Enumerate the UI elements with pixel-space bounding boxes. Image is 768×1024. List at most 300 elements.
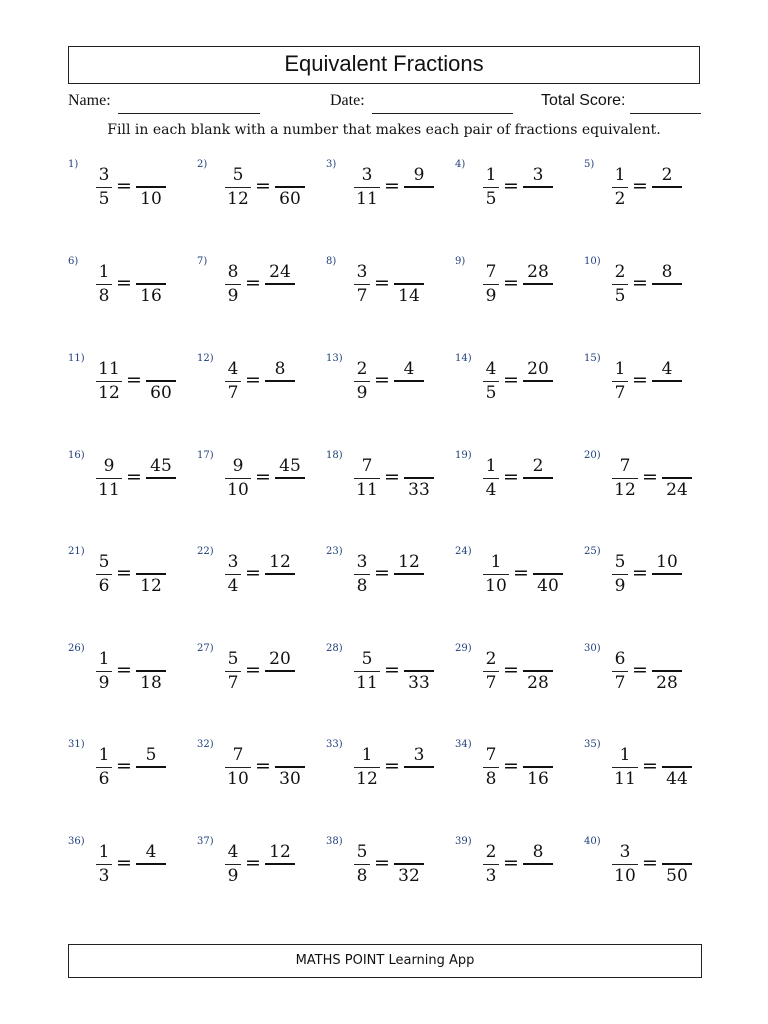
answer-denominator[interactable] <box>523 479 553 501</box>
given-fraction <box>612 455 638 501</box>
denominator: 10 <box>485 576 507 596</box>
numerator: 1 <box>619 745 631 765</box>
date-label: Date: <box>330 92 365 109</box>
answer-numerator[interactable]: 12 <box>398 552 420 572</box>
title-box <box>68 46 700 84</box>
answer-fraction <box>265 261 295 307</box>
answer-numerator[interactable]: 8 <box>274 359 286 379</box>
given-fraction <box>225 261 241 307</box>
numerator: 1 <box>98 842 110 862</box>
answer-fraction <box>265 648 295 694</box>
denominator: 9 <box>227 286 239 306</box>
name-label: Name: <box>68 92 111 109</box>
denominator: 7 <box>614 383 626 403</box>
answer-denominator[interactable] <box>265 865 295 887</box>
denominator: 7 <box>485 673 497 693</box>
answer-denominator[interactable]: 30 <box>279 769 301 789</box>
answer-denominator[interactable]: 12 <box>140 576 162 596</box>
problem-number: 12) <box>197 353 214 364</box>
equals-sign: = <box>116 852 132 874</box>
denominator: 2 <box>614 189 626 209</box>
answer-denominator[interactable] <box>523 382 553 404</box>
given-fraction <box>612 164 628 210</box>
answer-numerator[interactable]: 12 <box>269 552 291 572</box>
equals-sign: = <box>374 272 390 294</box>
equals-sign: = <box>632 369 648 391</box>
numerator: 1 <box>98 262 110 282</box>
answer-fraction <box>652 261 682 307</box>
answer-denominator[interactable] <box>136 768 166 790</box>
denominator: 5 <box>485 189 497 209</box>
denominator: 3 <box>485 866 497 886</box>
problem-number: 22) <box>197 546 214 557</box>
denominator: 11 <box>356 189 378 209</box>
answer-numerator[interactable]: 12 <box>269 842 291 862</box>
numerator: 5 <box>614 552 626 572</box>
answer-denominator[interactable] <box>652 382 682 404</box>
problem-number: 5) <box>584 159 595 170</box>
answer-numerator[interactable]: 2 <box>661 165 673 185</box>
numerator: 1 <box>98 745 110 765</box>
problem-number: 15) <box>584 353 601 364</box>
answer-numerator[interactable]: 20 <box>527 359 549 379</box>
problem-number: 36) <box>68 836 85 847</box>
given-fraction <box>483 455 499 501</box>
given-fraction <box>96 455 122 501</box>
denominator: 5 <box>614 286 626 306</box>
answer-denominator[interactable] <box>265 575 295 597</box>
equals-sign: = <box>503 175 519 197</box>
problem-number: 14) <box>455 353 472 364</box>
problem-number: 28) <box>326 643 343 654</box>
equals-sign: = <box>632 562 648 584</box>
denominator: 9 <box>614 576 626 596</box>
answer-numerator[interactable] <box>662 455 692 477</box>
numerator: 1 <box>485 456 497 476</box>
answer-denominator[interactable]: 10 <box>140 189 162 209</box>
numerator: 3 <box>227 552 239 572</box>
equals-sign: = <box>642 466 658 488</box>
answer-denominator[interactable] <box>652 575 682 597</box>
equals-sign: = <box>384 659 400 681</box>
given-fraction <box>225 648 241 694</box>
answer-fraction <box>404 648 434 694</box>
problem-number: 38) <box>326 836 343 847</box>
answer-numerator[interactable] <box>533 551 563 573</box>
denominator: 4 <box>485 480 497 500</box>
answer-denominator[interactable] <box>146 479 176 501</box>
answer-denominator[interactable]: 16 <box>527 769 549 789</box>
problem-number: 32) <box>197 739 214 750</box>
given-fraction <box>354 358 370 404</box>
numerator: 1 <box>485 165 497 185</box>
denominator: 10 <box>227 769 249 789</box>
problem-number: 29) <box>455 643 472 654</box>
answer-numerator[interactable]: 45 <box>150 456 172 476</box>
answer-numerator[interactable]: 24 <box>269 262 291 282</box>
equals-sign: = <box>632 659 648 681</box>
answer-fraction <box>146 455 176 501</box>
numerator: 5 <box>356 842 368 862</box>
answer-denominator[interactable]: 24 <box>666 480 688 500</box>
answer-denominator[interactable]: 60 <box>150 383 172 403</box>
problem-number: 25) <box>584 546 601 557</box>
equals-sign: = <box>116 562 132 584</box>
answer-numerator[interactable]: 5 <box>145 745 157 765</box>
answer-denominator[interactable]: 33 <box>408 480 430 500</box>
answer-numerator[interactable]: 10 <box>656 552 678 572</box>
problem-number: 35) <box>584 739 601 750</box>
answer-numerator[interactable]: 8 <box>532 842 544 862</box>
answer-fraction <box>146 358 176 404</box>
answer-fraction <box>523 841 553 887</box>
answer-numerator[interactable] <box>136 648 166 670</box>
numerator: 7 <box>232 745 244 765</box>
answer-fraction <box>404 455 434 501</box>
numerator: 5 <box>232 165 244 185</box>
worksheet-title: Equivalent Fractions <box>284 51 484 76</box>
numerator: 3 <box>619 842 631 862</box>
given-fraction <box>483 648 499 694</box>
denominator: 7 <box>614 673 626 693</box>
answer-fraction <box>662 744 692 790</box>
equals-sign: = <box>374 562 390 584</box>
given-fraction <box>354 648 380 694</box>
given-fraction <box>354 455 380 501</box>
answer-numerator[interactable]: 4 <box>403 359 415 379</box>
answer-numerator[interactable] <box>662 744 692 766</box>
numerator: 1 <box>490 552 502 572</box>
numerator: 3 <box>356 552 368 572</box>
answer-fraction <box>265 551 295 597</box>
answer-denominator[interactable]: 28 <box>527 673 549 693</box>
answer-denominator[interactable] <box>265 382 295 404</box>
numerator: 2 <box>356 359 368 379</box>
given-fraction <box>612 841 638 887</box>
answer-fraction <box>275 164 305 210</box>
answer-denominator[interactable]: 18 <box>140 673 162 693</box>
denominator: 4 <box>227 576 239 596</box>
given-fraction <box>96 261 112 307</box>
equals-sign: = <box>116 272 132 294</box>
equals-sign: = <box>384 466 400 488</box>
answer-numerator[interactable]: 4 <box>145 842 157 862</box>
answer-denominator[interactable] <box>265 672 295 694</box>
answer-denominator[interactable] <box>275 479 305 501</box>
given-fraction <box>354 841 370 887</box>
equals-sign: = <box>116 175 132 197</box>
denominator: 8 <box>98 286 110 306</box>
problem-number: 26) <box>68 643 85 654</box>
answer-numerator[interactable]: 4 <box>661 359 673 379</box>
given-fraction <box>96 841 112 887</box>
answer-denominator[interactable]: 32 <box>398 866 420 886</box>
answer-fraction <box>523 164 553 210</box>
given-fraction <box>483 744 499 790</box>
answer-fraction <box>523 455 553 501</box>
numerator: 5 <box>227 649 239 669</box>
problem-number: 19) <box>455 450 472 461</box>
numerator: 1 <box>614 359 626 379</box>
denominator: 8 <box>356 866 368 886</box>
answer-numerator[interactable] <box>394 261 424 283</box>
numerator: 8 <box>227 262 239 282</box>
problem-number: 37) <box>197 836 214 847</box>
answer-fraction <box>136 744 166 790</box>
denominator: 6 <box>98 769 110 789</box>
answer-denominator[interactable] <box>523 865 553 887</box>
answer-fraction <box>523 648 553 694</box>
equals-sign: = <box>384 755 400 777</box>
answer-denominator[interactable] <box>523 188 553 210</box>
problem-number: 7) <box>197 256 208 267</box>
answer-numerator[interactable] <box>404 648 434 670</box>
numerator: 3 <box>98 165 110 185</box>
numerator: 3 <box>361 165 373 185</box>
problem-number: 2) <box>197 159 208 170</box>
problem-number: 27) <box>197 643 214 654</box>
numerator: 2 <box>485 649 497 669</box>
denominator: 9 <box>485 286 497 306</box>
problem-number: 39) <box>455 836 472 847</box>
answer-denominator[interactable]: 14 <box>398 286 420 306</box>
denominator: 6 <box>98 576 110 596</box>
answer-numerator[interactable]: 20 <box>269 649 291 669</box>
given-fraction <box>483 358 499 404</box>
answer-denominator[interactable]: 33 <box>408 673 430 693</box>
answer-fraction <box>136 261 166 307</box>
date-field[interactable] <box>372 113 513 114</box>
answer-numerator[interactable] <box>523 744 553 766</box>
numerator: 1 <box>361 745 373 765</box>
equals-sign: = <box>116 755 132 777</box>
denominator: 8 <box>485 769 497 789</box>
answer-fraction <box>652 164 682 210</box>
equals-sign: = <box>642 755 658 777</box>
numerator: 1 <box>98 649 110 669</box>
numerator: 6 <box>614 649 626 669</box>
answer-numerator[interactable] <box>136 551 166 573</box>
equals-sign: = <box>503 755 519 777</box>
answer-denominator[interactable]: 40 <box>537 576 559 596</box>
answer-fraction <box>394 551 424 597</box>
answer-fraction <box>136 164 166 210</box>
denominator: 7 <box>356 286 368 306</box>
answer-numerator[interactable] <box>136 164 166 186</box>
denominator: 12 <box>227 189 249 209</box>
denominator: 11 <box>98 480 120 500</box>
answer-numerator[interactable]: 8 <box>661 262 673 282</box>
answer-fraction <box>662 455 692 501</box>
problem-number: 10) <box>584 256 601 267</box>
answer-fraction <box>523 358 553 404</box>
problem-number: 30) <box>584 643 601 654</box>
answer-numerator[interactable]: 45 <box>279 456 301 476</box>
answer-denominator[interactable]: 50 <box>666 866 688 886</box>
answer-numerator[interactable] <box>404 455 434 477</box>
equals-sign: = <box>255 466 271 488</box>
denominator: 8 <box>356 576 368 596</box>
problem-number: 20) <box>584 450 601 461</box>
problem-number: 9) <box>455 256 466 267</box>
answer-numerator[interactable] <box>523 648 553 670</box>
problem-number: 8) <box>326 256 337 267</box>
name-field[interactable] <box>118 113 260 114</box>
answer-denominator[interactable] <box>652 188 682 210</box>
numerator: 2 <box>614 262 626 282</box>
denominator: 12 <box>356 769 378 789</box>
numerator: 7 <box>361 456 373 476</box>
answer-numerator[interactable]: 2 <box>532 456 544 476</box>
answer-numerator[interactable]: 3 <box>413 745 425 765</box>
numerator: 9 <box>232 456 244 476</box>
given-fraction <box>612 551 628 597</box>
denominator: 9 <box>356 383 368 403</box>
answer-fraction <box>394 358 424 404</box>
answer-numerator[interactable]: 28 <box>527 262 549 282</box>
problem-number: 17) <box>197 450 214 461</box>
given-fraction <box>96 358 122 404</box>
given-fraction <box>612 261 628 307</box>
total-score-field[interactable] <box>630 113 701 114</box>
problem-number: 34) <box>455 739 472 750</box>
given-fraction <box>225 551 241 597</box>
answer-fraction <box>404 164 434 210</box>
denominator: 11 <box>614 769 636 789</box>
answer-denominator[interactable]: 44 <box>666 769 688 789</box>
equals-sign: = <box>503 369 519 391</box>
given-fraction <box>483 164 499 210</box>
answer-denominator[interactable] <box>265 285 295 307</box>
equals-sign: = <box>116 659 132 681</box>
answer-numerator[interactable]: 3 <box>532 165 544 185</box>
problem-number: 4) <box>455 159 466 170</box>
answer-fraction <box>523 744 553 790</box>
answer-numerator[interactable] <box>275 744 305 766</box>
equals-sign: = <box>245 369 261 391</box>
answer-denominator[interactable]: 28 <box>656 673 678 693</box>
denominator: 10 <box>614 866 636 886</box>
equals-sign: = <box>384 175 400 197</box>
answer-fraction <box>404 744 434 790</box>
problem-number: 24) <box>455 546 472 557</box>
answer-numerator[interactable]: 9 <box>413 165 425 185</box>
given-fraction <box>96 648 112 694</box>
answer-denominator[interactable] <box>523 285 553 307</box>
denominator: 9 <box>98 673 110 693</box>
equals-sign: = <box>126 466 142 488</box>
answer-numerator[interactable] <box>662 841 692 863</box>
answer-fraction <box>662 841 692 887</box>
numerator: 7 <box>485 262 497 282</box>
numerator: 11 <box>98 359 120 379</box>
equals-sign: = <box>374 369 390 391</box>
given-fraction <box>483 261 499 307</box>
problem-number: 16) <box>68 450 85 461</box>
answer-fraction <box>523 261 553 307</box>
answer-fraction <box>275 455 305 501</box>
given-fraction <box>354 261 370 307</box>
answer-denominator[interactable] <box>652 285 682 307</box>
answer-denominator[interactable]: 16 <box>140 286 162 306</box>
equals-sign: = <box>255 175 271 197</box>
answer-denominator[interactable] <box>394 382 424 404</box>
answer-fraction <box>652 551 682 597</box>
numerator: 1 <box>614 165 626 185</box>
problem-number: 23) <box>326 546 343 557</box>
denominator: 11 <box>356 673 378 693</box>
denominator: 11 <box>356 480 378 500</box>
answer-denominator[interactable] <box>404 188 434 210</box>
given-fraction <box>225 164 251 210</box>
equals-sign: = <box>503 272 519 294</box>
answer-fraction <box>265 841 295 887</box>
answer-denominator[interactable]: 60 <box>279 189 301 209</box>
equals-sign: = <box>245 852 261 874</box>
problem-number: 11) <box>68 353 85 364</box>
given-fraction <box>483 841 499 887</box>
denominator: 5 <box>485 383 497 403</box>
answer-denominator[interactable] <box>404 768 434 790</box>
equals-sign: = <box>245 562 261 584</box>
answer-fraction <box>275 744 305 790</box>
problem-number: 6) <box>68 256 79 267</box>
given-fraction <box>225 841 241 887</box>
given-fraction <box>354 551 370 597</box>
answer-numerator[interactable] <box>275 164 305 186</box>
instructions: Fill in each blank with a number that makes each pair of fractions equivalent. <box>107 122 661 138</box>
given-fraction <box>612 648 628 694</box>
problem-number: 3) <box>326 159 337 170</box>
problem-number: 31) <box>68 739 85 750</box>
answer-fraction <box>136 648 166 694</box>
answer-denominator[interactable] <box>394 575 424 597</box>
denominator: 7 <box>227 383 239 403</box>
given-fraction <box>612 358 628 404</box>
problem-number: 13) <box>326 353 343 364</box>
equals-sign: = <box>503 466 519 488</box>
denominator: 9 <box>227 866 239 886</box>
numerator: 4 <box>227 842 239 862</box>
equals-sign: = <box>255 755 271 777</box>
equals-sign: = <box>632 175 648 197</box>
given-fraction <box>96 744 112 790</box>
problem-number: 33) <box>326 739 343 750</box>
answer-numerator[interactable] <box>136 261 166 283</box>
answer-numerator[interactable] <box>146 358 176 380</box>
given-fraction <box>225 744 251 790</box>
given-fraction <box>354 744 380 790</box>
answer-denominator[interactable] <box>136 865 166 887</box>
problem-number: 1) <box>68 159 79 170</box>
answer-numerator[interactable] <box>652 648 682 670</box>
given-fraction <box>483 551 509 597</box>
given-fraction <box>354 164 380 210</box>
given-fraction <box>225 358 241 404</box>
equals-sign: = <box>245 272 261 294</box>
equals-sign: = <box>632 272 648 294</box>
denominator: 5 <box>98 189 110 209</box>
answer-fraction <box>652 648 682 694</box>
denominator: 10 <box>227 480 249 500</box>
numerator: 5 <box>98 552 110 572</box>
answer-numerator[interactable] <box>394 841 424 863</box>
equals-sign: = <box>374 852 390 874</box>
denominator: 3 <box>98 866 110 886</box>
answer-fraction <box>136 551 166 597</box>
given-fraction <box>96 551 112 597</box>
numerator: 5 <box>361 649 373 669</box>
